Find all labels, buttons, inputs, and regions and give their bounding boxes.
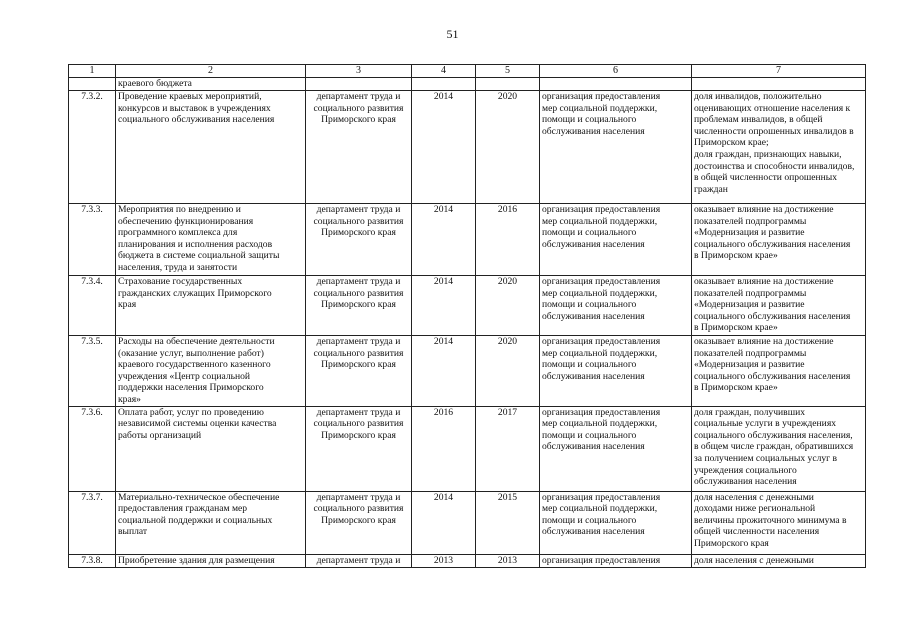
indicator-line: в Приморском крае» bbox=[694, 322, 778, 334]
executor bbox=[306, 91, 412, 204]
table-row bbox=[69, 336, 866, 407]
executor-line: департамент труда и bbox=[316, 554, 401, 566]
activity bbox=[540, 336, 692, 407]
start-year: 2014 bbox=[412, 91, 476, 204]
row-number: 7.3.3. bbox=[69, 204, 116, 276]
indicator bbox=[692, 91, 866, 204]
indicator-line: в общем числе граждан, обратившихся bbox=[694, 441, 854, 453]
row-number: 7.3.6. bbox=[69, 406, 116, 491]
measure-name-line: обеспечению функционирования bbox=[118, 215, 254, 227]
executor-line: Приморского края bbox=[321, 114, 396, 126]
indicator-line: социального обслуживания населения bbox=[694, 310, 851, 322]
executor bbox=[306, 204, 412, 276]
indicator-line: Приморском крае; bbox=[694, 137, 769, 149]
measure-name-line: Мероприятия по внедрению и bbox=[118, 204, 241, 215]
indicator-line: «Модернизация и развитие bbox=[694, 227, 805, 239]
indicator bbox=[692, 491, 866, 554]
measure-name-line: Оплата работ, услуг по проведению bbox=[118, 406, 264, 418]
indicator-line: доля граждан, получивших bbox=[694, 406, 806, 418]
activity-line: организация предоставления bbox=[542, 491, 661, 503]
column-header: 4 bbox=[412, 65, 476, 78]
end-year: 2016 bbox=[476, 204, 540, 276]
activity-line: мер социальной поддержки, bbox=[542, 102, 658, 114]
row-number: 7.3.4. bbox=[69, 276, 116, 336]
executor-line: социального развития bbox=[313, 418, 404, 430]
measure-name-line: краевого государственного казенного bbox=[118, 359, 271, 371]
executor-line: департамент труда и bbox=[316, 276, 401, 287]
measure-name-line: планирования и исполнения расходов bbox=[118, 238, 273, 250]
row-number: 7.3.8. bbox=[69, 554, 116, 567]
executor-line: Приморского края bbox=[321, 514, 396, 526]
indicator bbox=[692, 276, 866, 336]
measure-name-line: работы организаций bbox=[118, 429, 202, 441]
start-year: 2014 bbox=[412, 204, 476, 276]
measure-name-line: независимой системы оценки качества bbox=[118, 418, 277, 430]
measure-name-line: поддержки населения Приморского bbox=[118, 382, 264, 394]
indicator-line: показателей подпрограммы bbox=[694, 215, 807, 227]
measure-name-line: Приобретение здания для размещения bbox=[118, 554, 275, 566]
indicator-line: оказывает влияние на достижение bbox=[694, 336, 834, 347]
end-year: 2017 bbox=[476, 406, 540, 491]
start-year: 2014 bbox=[412, 276, 476, 336]
column-header: 3 bbox=[306, 65, 412, 78]
table-row bbox=[69, 276, 866, 336]
executor-line: департамент труда и bbox=[316, 406, 401, 418]
measure-name-line: гражданских служащих Приморского bbox=[118, 287, 272, 299]
indicator-line: социального обслуживания населения bbox=[694, 370, 851, 382]
measure-name-continuation: краевого бюджета bbox=[116, 78, 306, 91]
activity-line: мер социальной поддержки, bbox=[542, 215, 658, 227]
indicator bbox=[692, 204, 866, 276]
indicator-line: за получением социальных услуг в bbox=[694, 452, 838, 464]
executor-line: социального развития bbox=[313, 503, 404, 515]
activity-line: обслуживания населения bbox=[542, 526, 645, 538]
measure-name-line: Проведение краевых мероприятий, bbox=[118, 91, 262, 102]
indicator-line: оказывает влияние на достижение bbox=[694, 204, 834, 215]
activity-line: обслуживания населения bbox=[542, 238, 645, 250]
indicator-line: доля инвалидов, положительно bbox=[694, 91, 822, 102]
column-header: 6 bbox=[540, 65, 692, 78]
measure-name-line: (оказание услуг, выполнение работ) bbox=[118, 347, 264, 359]
measure-name-line: социальной поддержки и социальных bbox=[118, 514, 273, 526]
indicator-line: в общей численности опрошенных bbox=[694, 172, 838, 184]
activity-line: помощи и социального bbox=[542, 359, 637, 371]
table-row bbox=[69, 91, 866, 204]
indicator-line: доля населения с денежными bbox=[694, 491, 814, 503]
measure-name-line: края bbox=[118, 299, 137, 311]
indicator-line: в Приморском крае» bbox=[694, 382, 778, 394]
indicator-line: граждан bbox=[694, 183, 728, 195]
activity-line: обслуживания населения bbox=[542, 370, 645, 382]
measure-name bbox=[116, 491, 306, 554]
indicator-line: доля населения с денежными bbox=[694, 554, 814, 566]
executor-line: социального развития bbox=[313, 102, 404, 114]
column-header: 7 bbox=[692, 65, 866, 78]
measure-name-line: Страхование государственных bbox=[118, 276, 243, 287]
executor-line: департамент труда и bbox=[316, 204, 401, 215]
row-number: 7.3.7. bbox=[69, 491, 116, 554]
activity-line: организация предоставления bbox=[542, 554, 661, 566]
executor-line: Приморского края bbox=[321, 299, 396, 311]
indicator-line: оказывает влияние на достижение bbox=[694, 276, 834, 287]
indicator-line: «Модернизация и развитие bbox=[694, 299, 805, 311]
activity-line: организация предоставления bbox=[542, 91, 661, 102]
measure-name bbox=[116, 554, 306, 567]
table-row bbox=[69, 554, 866, 567]
table-header-row bbox=[69, 65, 866, 78]
activity-line: организация предоставления bbox=[542, 336, 661, 347]
start-year: 2014 bbox=[412, 336, 476, 407]
activity bbox=[540, 204, 692, 276]
measure-name bbox=[116, 336, 306, 407]
measure-name-line: бюджета в системе социальной защиты bbox=[118, 250, 280, 262]
indicator bbox=[692, 554, 866, 567]
activity bbox=[540, 91, 692, 204]
indicator-line: оценивающих отношение населения к bbox=[694, 102, 851, 114]
table-row bbox=[69, 204, 866, 276]
executor-line: Приморского края bbox=[321, 429, 396, 441]
activity-line: помощи и социального bbox=[542, 514, 637, 526]
measure-name-line: Материально-техническое обеспечение bbox=[118, 491, 280, 503]
activity bbox=[540, 276, 692, 336]
indicator-line: обслуживания населения bbox=[694, 476, 797, 488]
executor-line: Приморского края bbox=[321, 227, 396, 239]
end-year: 2020 bbox=[476, 276, 540, 336]
measure-name-line: Расходы на обеспечение деятельности bbox=[118, 336, 275, 347]
measure-name bbox=[116, 406, 306, 491]
table-row bbox=[69, 406, 866, 491]
measure-name bbox=[116, 91, 306, 204]
executor-line: департамент труда и bbox=[316, 491, 401, 503]
activity-line: организация предоставления bbox=[542, 276, 661, 287]
executor-line: социального развития bbox=[313, 215, 404, 227]
activity-line: мер социальной поддержки, bbox=[542, 418, 658, 430]
end-year: 2020 bbox=[476, 336, 540, 407]
executor bbox=[306, 336, 412, 407]
measure-name bbox=[116, 204, 306, 276]
indicator-line: проблемам инвалидов, в общей bbox=[694, 114, 823, 126]
executor bbox=[306, 554, 412, 567]
indicator-line: социальные услуги в учреждениях bbox=[694, 418, 837, 430]
activity-line: мер социальной поддержки, bbox=[542, 503, 658, 515]
row-number: 7.3.2. bbox=[69, 91, 116, 204]
measure-name bbox=[116, 276, 306, 336]
activity-line: помощи и социального bbox=[542, 429, 637, 441]
activity-line: помощи и социального bbox=[542, 227, 637, 239]
activity bbox=[540, 554, 692, 567]
end-year: 2020 bbox=[476, 91, 540, 204]
executor-line: социального развития bbox=[313, 347, 404, 359]
table-body bbox=[69, 91, 866, 568]
indicator-line: социального обслуживания населения bbox=[694, 238, 851, 250]
end-year: 2013 bbox=[476, 554, 540, 567]
activity-line: помощи и социального bbox=[542, 299, 637, 311]
table-row-continuation bbox=[69, 78, 866, 91]
activity-line: обслуживания населения bbox=[542, 310, 645, 322]
start-year: 2013 bbox=[412, 554, 476, 567]
start-year: 2016 bbox=[412, 406, 476, 491]
activity bbox=[540, 406, 692, 491]
activity-line: мер социальной поддержки, bbox=[542, 287, 658, 299]
indicator-line: учреждения социального bbox=[694, 464, 797, 476]
indicator-line: достоинства и способности инвалидов, bbox=[694, 160, 855, 172]
indicator-line: в Приморском крае» bbox=[694, 250, 778, 262]
column-header: 5 bbox=[476, 65, 540, 78]
indicator bbox=[692, 406, 866, 491]
start-year: 2014 bbox=[412, 491, 476, 554]
activity bbox=[540, 491, 692, 554]
measure-name-line: предоставления гражданам мер bbox=[118, 503, 248, 515]
activity-line: обслуживания населения bbox=[542, 125, 645, 137]
activity-line: организация предоставления bbox=[542, 406, 661, 418]
indicator-line: численности опрошенных инвалидов в bbox=[694, 125, 854, 137]
executor bbox=[306, 491, 412, 554]
column-header: 2 bbox=[116, 65, 306, 78]
page-number: 51 bbox=[446, 27, 459, 41]
measure-name-line: учреждения «Центр социальной bbox=[118, 370, 251, 382]
measure-name-line: программного комплекса для bbox=[118, 227, 238, 239]
table-row bbox=[69, 491, 866, 554]
measure-name-line: населения, труда и занятости bbox=[118, 261, 238, 273]
end-year: 2015 bbox=[476, 491, 540, 554]
indicator-line: Приморского края bbox=[694, 537, 769, 549]
indicator-line: величины прожиточного минимума в bbox=[694, 514, 847, 526]
executor bbox=[306, 276, 412, 336]
activity-line: помощи и социального bbox=[542, 114, 637, 126]
column-header: 1 bbox=[69, 65, 116, 78]
executor-line: Приморского края bbox=[321, 359, 396, 371]
activity-line: обслуживания населения bbox=[542, 441, 645, 453]
indicator-line: доля граждан, признающих навыки, bbox=[694, 148, 842, 160]
indicator-line: «Модернизация и развитие bbox=[694, 359, 805, 371]
executor-line: департамент труда и bbox=[316, 91, 401, 102]
executor-line: социального развития bbox=[313, 287, 404, 299]
measure-name-line: края» bbox=[118, 393, 141, 405]
executor-line: департамент труда и bbox=[316, 336, 401, 347]
row-number: 7.3.5. bbox=[69, 336, 116, 407]
activity-line: организация предоставления bbox=[542, 204, 661, 215]
indicator-line: показателей подпрограммы bbox=[694, 287, 807, 299]
indicator-line: доходами ниже региональной bbox=[694, 503, 816, 515]
measure-name-line: выплат bbox=[118, 526, 148, 538]
measure-name-line: социального обслуживания населения bbox=[118, 114, 275, 126]
measure-name-line: конкурсов и выставок в учреждениях bbox=[118, 102, 271, 114]
indicator-line: показателей подпрограммы bbox=[694, 347, 807, 359]
indicator-line: социального обслуживания населения, bbox=[694, 429, 853, 441]
program-measures-table bbox=[68, 64, 866, 568]
indicator-line: общей численности населения bbox=[694, 526, 820, 538]
indicator bbox=[692, 336, 866, 407]
activity-line: мер социальной поддержки, bbox=[542, 347, 658, 359]
executor bbox=[306, 406, 412, 491]
